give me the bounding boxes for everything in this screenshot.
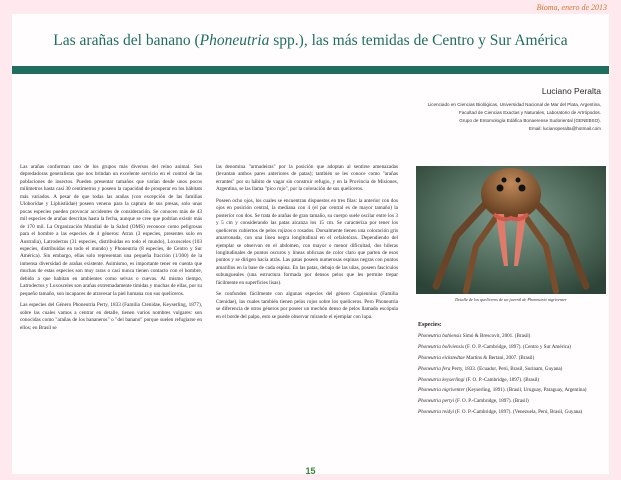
- paragraph: Se confunden fácilmente con algunas especies del género Cupiennius (Familia Ctenidae), las cuales también tienen pelos rojos sobre los quelíceros. Pero Phoneutria se diferencia de otros géneros por poseer un mechón denso de pelos llamado escópula en el borde del palpo, esto se puede observar mirando el ejemplar con lupa.: [216, 291, 398, 320]
- species-authority: (F. O. P.-Cambridge, 1897). (Venezuela, Perú, Brasil, Guyana): [453, 409, 583, 416]
- species-name: Phoneutria reidyi: [418, 409, 454, 416]
- affiliation-line: Facultad de Ciencias Exactas y Naturales, Laboratorio de Artrópodos.: [459, 110, 601, 115]
- species-authority: (F. O. P.-Cambridge, 1897). (Brasil): [454, 398, 529, 405]
- paragraph: Las arañas conforman uno de los grupos más diversos del reino animal. Son depredadoras generalistas que nos brindan un excelente servicio en el control de las poblaciones de insectos. Pueden presentar tamaños que varían desde unos pocos milímetros hasta casi 30 centímetros y poseen la capacidad de prosperar en los hábitats más variados. A pesar de que todas las arañas (con excepción de las familias Uloboridae y Liphistiidae) poseen veneno para la captura de sus presas, solo unas pocas especies pueden provocar accidentes de consideración. Se conocen más de 43 mil especies de arañas descritas hasta la fecha, aunque se cree que podrían existir más de 170 mil. La Organización Mundial de la Salud (OMS) reconoce como peligrosas para el hombre a las especies de 4 géneros: Atrax (3 especies, presentes solo en Australia), Latrodectus (31 especies, distribuidas en todo el mundo), Loxosceles (103 especies, distribuidas en todo el mundo) y Phoneutria (8 especies, de Centro y Sur América). Sin embargo, ellas solo representan una pequeña fracción (1/300) de la inmensa diversidad de arañas existente. Asimismo, es importante tener en cuenta que muchas de estas especies son muy raras o casi nunca tienen contacto con el hombre, debido a que habitan en ambientes como selvas o cuevas. Al mismo tiempo, Latrodectus y Loxosceles son arañas extremadamente tímidas y muchas de ellas, por su pequeño tamaño, son incapaces de atravesar la piel humana con sus quelíceros.: [20, 164, 202, 297]
- species-name: Phoneutria keyserlingi: [418, 376, 465, 383]
- species-name: Phoneutria fera: [418, 365, 451, 372]
- paragraph: Poseen ocho ojos, los cuales se encuentran dispuestos en tres filas: la anterior con dos ojos en posición central, la mediana con 4 (el par central es de mayor tamaño) la posterior con dos. Se trata de arañas de gran tamaño, su cuerpo suele oscilar entre los 3 y 5 cm y considerando las patas alcanza los 15 cm. Se caracteriza por tener los quelíceros cubiertos de pelos rojizos o rosados. Dorsalmente tienen una coloración gris amarronada, con una línea negra longitudinal en el cefalotórax. Dependiendo del ejemplar se observan en el abdomen, con mayor o menor dificultad, dos hileras longitudinales de puntos oscuros y líneas oblicuas de color claro que parten de esos puntos y se dirigen hacia atrás. Las patas poseen numerosas espinas negras con puntos amarillos en la base de cada espina. En las patas, debajo de las uñas, poseen fascículos subungueales (una estructura formada por densos pelos que les permite trepar fácilmente en superficies lisas).: [216, 197, 398, 286]
- affiliation-line: Grupo de Entomología Edáfica Bonaerense Sudoriental (GENEBSO).: [459, 118, 601, 123]
- list-item: [418, 333, 606, 340]
- paragraph: Las especies del Género Phoneutria Perty, 1833 (Familia Ctenidae, Keyserling, 1877), sobre las cuales vamos a centrar en detalle, tienen varios nombres vulgares: son conocidas como "arañas de los bananeros" o "del banano" porque suelen refugiarse en ellos; en Brasil se: [20, 302, 202, 331]
- author-affiliation: [281, 101, 601, 133]
- spider-photo-icon: [416, 166, 606, 294]
- list-item: [418, 366, 606, 373]
- species-name: Phoneutria bahiensis: [418, 333, 462, 339]
- species-name: Phoneutria boliviensis: [418, 343, 464, 350]
- species-authority: (F. O. P.-Cambridge, 1897). (Brasil): [464, 376, 540, 383]
- title-part-2: spp.), las más temidas de Centro y Sur América: [269, 32, 568, 49]
- spider-photo-drawing: [416, 166, 606, 294]
- text-column-1: [20, 164, 202, 336]
- species-heading: Especies:: [418, 322, 442, 328]
- paragraph: las denomina "armadeiras" por la posición que adoptan al sentirse amenazadas (levantan ambos pares anteriores de patas); también se les conoce como "arañas errantes" por su hábito de vagar sin construir refugio, y en la Provincia de Misiones, Argentina, se las llama "pico rojo", por la coloración de sus quelíceros.: [216, 164, 398, 193]
- title-genus: Phoneutria: [199, 32, 270, 49]
- article-title: [0, 32, 621, 50]
- list-item: [418, 409, 606, 416]
- author-name: Luciano Peralta: [541, 86, 601, 96]
- species-name: Phoneutria nigriventer: [418, 387, 465, 394]
- list-item: [418, 344, 606, 351]
- author-email: Email: lucianoperalta@hotmail.com: [528, 126, 601, 131]
- title-part-1: Las arañas del banano (: [53, 32, 200, 49]
- affiliation-line: Licenciado en Ciencias Biológicas, Universidad Nacional de Mar del Plata, Argentina,: [427, 102, 601, 107]
- list-item: [418, 387, 606, 394]
- species-authority: (Keyserling, 1891). (Brasil, Uruguay, Paraguay, Argentina): [464, 387, 587, 394]
- list-item: [418, 398, 606, 405]
- list-item: [418, 377, 606, 384]
- species-name: Phoneutria pertyi: [418, 398, 455, 405]
- page-number: 15: [305, 466, 316, 476]
- figure-caption: Detalle de los quelíceros de un juvenil de Phoneutria nigriventer: [455, 297, 567, 302]
- title-divider-band: [12, 66, 609, 74]
- species-authority: Martins & Bertani, 2007. (Brasil): [464, 354, 535, 361]
- species-name: Phoneutria eickstedtae: [418, 354, 465, 361]
- list-item: [418, 355, 606, 362]
- journal-header: Bioma, enero de 2013: [536, 3, 607, 12]
- species-authority: (F. O. P.-Cambridge, 1897). (Centro y Sur América): [463, 343, 571, 350]
- text-column-2: [216, 164, 398, 325]
- species-authority: Simó & Brescovit, 2001. (Brasil): [461, 333, 531, 339]
- species-authority: Perty, 1833. (Ecuador, Perú, Brasil, Surinam, Guyana): [450, 365, 563, 372]
- species-list: [418, 333, 606, 420]
